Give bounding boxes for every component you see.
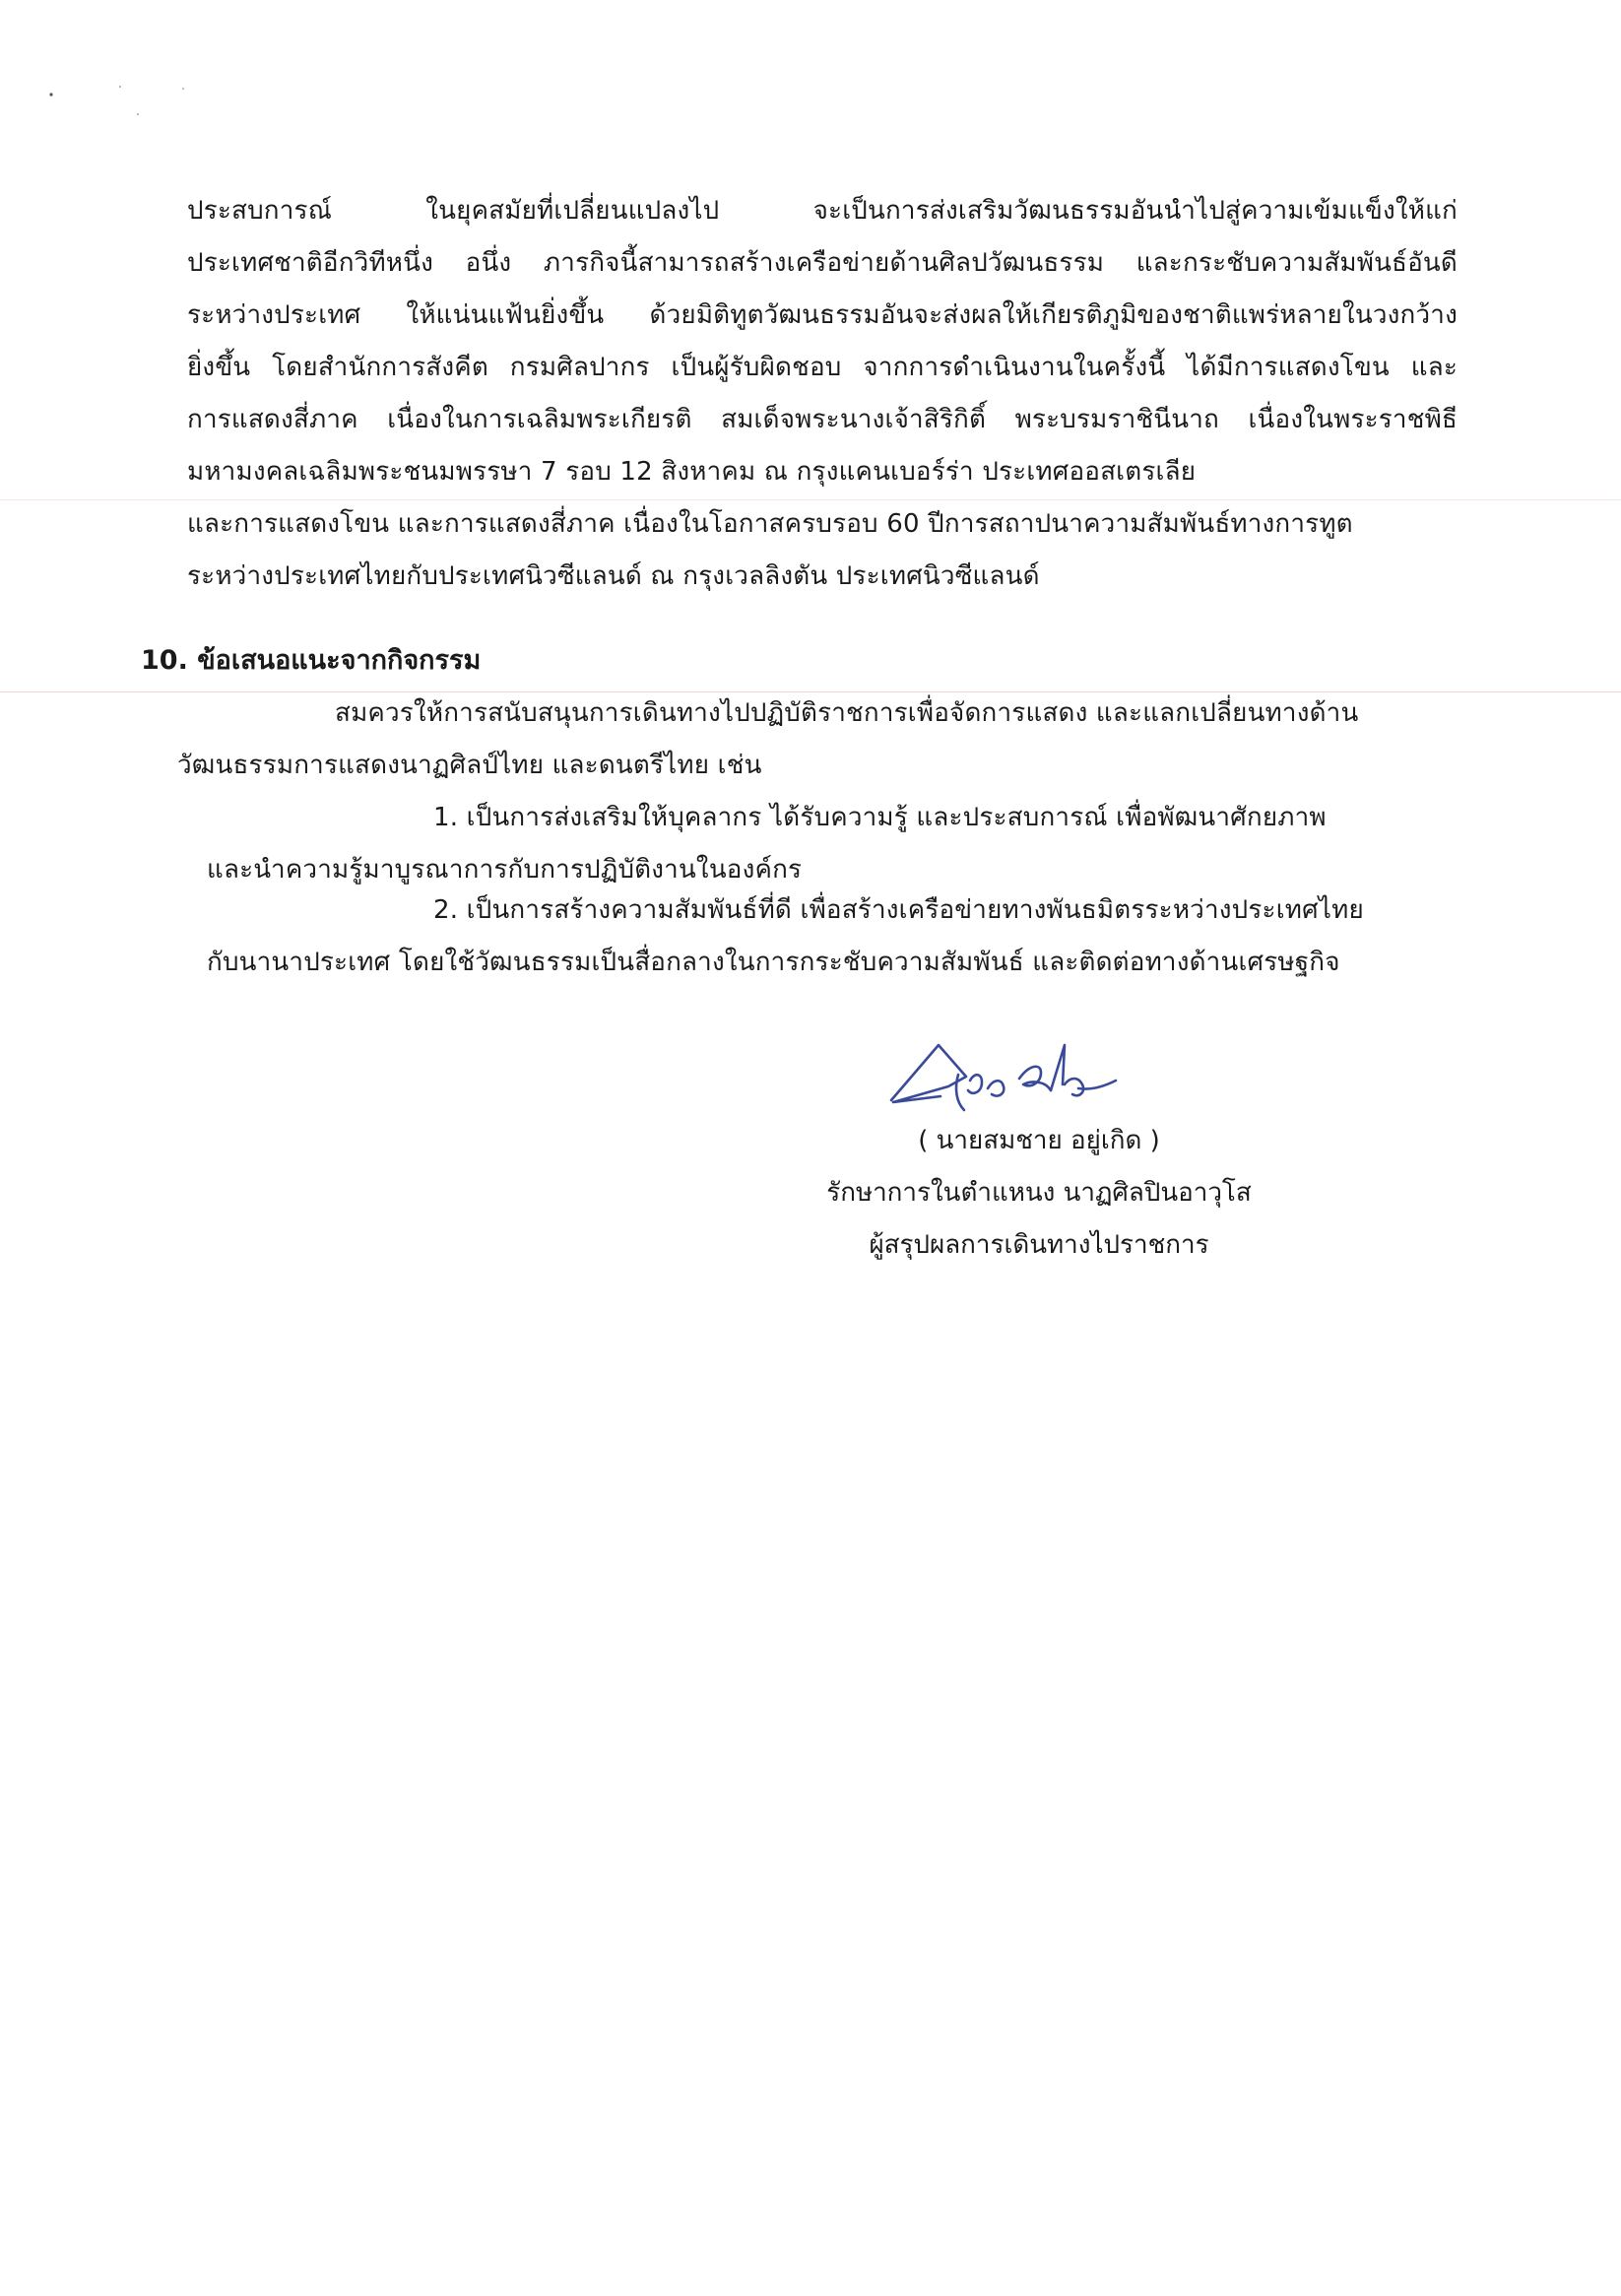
paragraph-line: มหามงคลเฉลิมพระชนมพรรษา 7 รอบ 12 สิงหาคม ณ กรุงแคนเบอร์ร่า ประเทศออสเตรเลีย [187,457,1197,487]
list-item-1: 1. เป็นการส่งเสริมให้บุคลากร ได้รับความรู้ และประสบการณ์ เพื่อพัฒนาศักยภาพ [433,803,1327,832]
scan-artifact-line [0,499,1621,500]
paragraph-line: ยิ่งขึ้น โดยสำนักการสังคีต กรมศิลปากร เป็นผู้รับผิดชอบ จากการดำเนินงานในครั้งนี้ ได้มีการแสดงโขน และ [187,353,1458,382]
scan-artifact-line [0,691,1621,692]
signatory-position: รักษาการในตำแหนง นาฏศิลปินอาวุโส [826,1178,1252,1208]
intro-line: วัฒนธรรมการแสดงนาฏศิลป์ไทย และดนตรีไทย เช่น [177,751,762,780]
list-item-2: 2. เป็นการสร้างความสัมพันธ์ที่ดี เพื่อสร้างเครือข่ายทางพันธมิตรระหว่างประเทศไทย [433,895,1364,925]
scan-specks [39,79,197,118]
paragraph-line: ระหว่างประเทศ ให้แน่นแฟ้นยิ่งขึ้น ด้วยมิติทูตวัฒนธรรมอันจะส่งผลให้เกียรติภูมิของชาติแพร่หลายในวงกว้าง [187,300,1458,330]
paragraph-line: และการแสดงโขน และการแสดงสี่ภาค เนื่องในโอกาสครบรอบ 60 ปีการสถาปนาความสัมพันธ์ทางการทูต [187,509,1353,539]
paragraph-line: การแสดงสี่ภาค เนื่องในการเฉลิมพระเกียรติ สมเด็จพระนางเจ้าสิริกิติ์ พระบรมราชินีนาถ เนื่องในพระราชพิธี [187,405,1458,434]
signatory-role: ผู้สรุปผลการเดินทางไปราชการ [869,1230,1209,1260]
list-item-2-continuation: กับนานาประเทศ โดยใช้วัฒนธรรมเป็นสื่อกลางในการกระชับความสัมพันธ์ และติดต่อทางด้านเศรษฐกิจ [207,948,1340,977]
intro-line: สมควรให้การสนับสนุนการเดินทางไปปฏิบัติราชการเพื่อจัดการแสดง และแลกเปลี่ยนทางด้าน [335,698,1359,728]
section-heading: 10. ข้อเสนอแนะจากกิจกรรม [141,645,482,676]
paragraph-line: ประสบการณ์ ในยุคสมัยที่เปลี่ยนแปลงไป จะเป็นการส่งเสริมวัฒนธรรมอันนำไปสู่ความเข้มแข็งให้แก่ [187,196,1458,226]
signatory-name: ( นายสมชาย อยู่เกิด ) [918,1126,1160,1155]
paragraph-line: ประเทศชาติอีกวิทีหนึ่ง อนึ่ง ภารกิจนี้สามารถสร้างเครือข่ายด้านศิลปวัฒนธรรม และกระชับความสัมพันธ์อันดี [187,248,1458,278]
list-item-1-continuation: และนำความรู้มาบูรณาการกับการปฏิบัติงานในองค์กร [207,855,803,885]
paragraph-line: ระหว่างประเทศไทยกับประเทศนิวซีแลนด์ ณ กรุงเวลลิงตัน ประเทศนิวซีแลนด์ [187,561,1040,591]
handwritten-signature [872,1029,1137,1120]
